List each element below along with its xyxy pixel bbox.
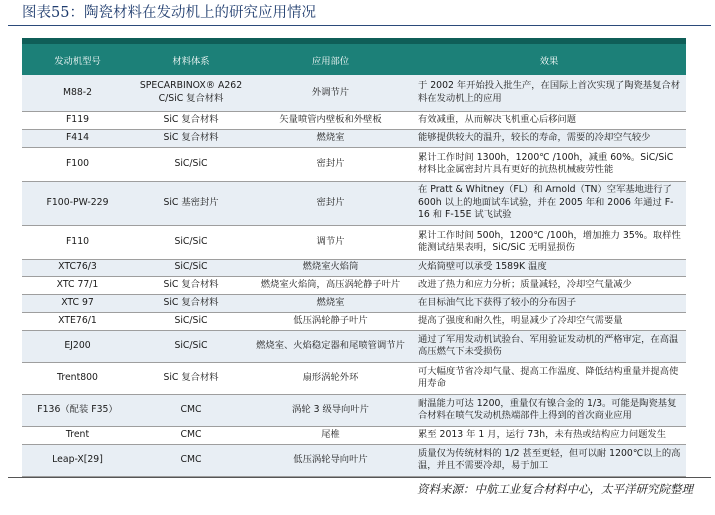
- cell-material: SiC 复合材料: [133, 276, 249, 294]
- cell-effect: 质量仅为传统材料的 1/2 甚至更轻，但可以耐 1200℃以上的高温，并且不需要冷却，易于加工: [412, 444, 686, 476]
- cell-effect: 改进了热力和应力分析；质量减轻，冷却空气量减少: [412, 276, 686, 294]
- cell-part: 扇形涡轮外环: [249, 362, 412, 394]
- cell-effect: 耐温能力可达 1200，重量仅有镍合金的 1/3。可能是陶瓷基复合材料在喷气发动机热端部件上得到的首次商业应用: [412, 394, 686, 426]
- cell-effect: 提高了强度和耐久性，明显减少了冷却空气需要量: [412, 312, 686, 330]
- footer-divider: [8, 477, 711, 478]
- caption-divider: [8, 25, 711, 26]
- cell-effect: 火焰筒壁可以承受 1589K 温度: [412, 259, 686, 276]
- table-row: [22, 129, 686, 147]
- source-note: 资料来源：中航工业复合材料中心，太平洋研究院整理: [417, 482, 693, 496]
- table-row: [22, 394, 686, 426]
- cell-part: 涡轮 3 级导向叶片: [249, 394, 412, 426]
- table-row: [22, 362, 686, 394]
- cell-part: 尾椎: [249, 426, 412, 444]
- cell-material: SPECARBINOX® A262 C/SiC 复合材料: [133, 75, 249, 111]
- cell-part: 矢量喷管内壁板和外壁板: [249, 111, 412, 129]
- cell-material: SiC/SiC: [133, 147, 249, 181]
- cell-engine: Leap-X[29]: [22, 444, 133, 476]
- cell-material: CMC: [133, 394, 249, 426]
- cell-part: 密封片: [249, 181, 412, 225]
- cell-part: 调节片: [249, 225, 412, 259]
- application-table-container: [22, 38, 686, 474]
- table-row: [22, 75, 686, 111]
- cell-engine: XTC76/3: [22, 259, 133, 276]
- cell-engine: F100: [22, 147, 133, 181]
- cell-engine: F110: [22, 225, 133, 259]
- cell-material: SiC/SiC: [133, 330, 249, 362]
- cell-effect: 在目标油气比下获得了较小的分布因子: [412, 294, 686, 312]
- header-material: 材料体系: [133, 41, 249, 75]
- header-part: 应用部位: [249, 41, 412, 75]
- cell-part: 燃烧室: [249, 129, 412, 147]
- cell-effect: 可大幅度节省冷却气量、提高工作温度、降低结构重量并提高使用寿命: [412, 362, 686, 394]
- cell-effect: 累计工作时间 500h，1200℃ /100h，增加推力 35%。取样性能测试结果表明，SiC/SiC 无明显损伤: [412, 225, 686, 259]
- cell-part: 燃烧室火焰筒，高压涡轮静子叶片: [249, 276, 412, 294]
- cell-engine: EJ200: [22, 330, 133, 362]
- cell-material: SiC 基密封片: [133, 181, 249, 225]
- cell-part: 燃烧室: [249, 294, 412, 312]
- cell-effect: 于 2002 年开始投入批生产，在国际上首次实现了陶瓷基复合材料在发动机上的应用: [412, 75, 686, 111]
- cell-engine: M88-2: [22, 75, 133, 111]
- table-header-row: [22, 41, 686, 75]
- cell-part: 低压涡轮静子叶片: [249, 312, 412, 330]
- cell-effect: 累计工作时间 1300h，1200℃ /100h，减重 60%。SiC/SiC 材料比金属密封片具有更好的抗热机械疲劳性能: [412, 147, 686, 181]
- table-row: [22, 444, 686, 476]
- cell-material: CMC: [133, 426, 249, 444]
- application-table: [22, 38, 686, 477]
- table-row: [22, 259, 686, 276]
- table-row: [22, 312, 686, 330]
- header-effect: 效果: [412, 41, 686, 75]
- cell-material: SiC 复合材料: [133, 362, 249, 394]
- cell-engine: XTC 97: [22, 294, 133, 312]
- table-row: [22, 294, 686, 312]
- cell-material: SiC 复合材料: [133, 294, 249, 312]
- cell-engine: XTC 77/1: [22, 276, 133, 294]
- figure-caption: 图表55：陶瓷材料在发动机上的研究应用情况: [22, 5, 316, 21]
- cell-engine: F414: [22, 129, 133, 147]
- table-row: [22, 225, 686, 259]
- cell-engine: F136（配装 F35）: [22, 394, 133, 426]
- cell-material: SiC/SiC: [133, 312, 249, 330]
- cell-engine: XTE76/1: [22, 312, 133, 330]
- cell-material: SiC/SiC: [133, 259, 249, 276]
- cell-material: CMC: [133, 444, 249, 476]
- cell-engine: F100-PW-229: [22, 181, 133, 225]
- table-row: [22, 426, 686, 444]
- cell-effect: 通过了军用发动机试验台、军用验证发动机的严格审定，在高温高压燃气下未受损伤: [412, 330, 686, 362]
- cell-effect: 能够提供较大的温升，较长的寿命，需要的冷却空气较少: [412, 129, 686, 147]
- table-row: [22, 147, 686, 181]
- cell-engine: Trent: [22, 426, 133, 444]
- cell-part: 外调节片: [249, 75, 412, 111]
- cell-material: SiC/SiC: [133, 225, 249, 259]
- cell-part: 燃烧室火焰筒: [249, 259, 412, 276]
- cell-effect: 在 Pratt & Whitney（FL）和 Arnold（TN）空军基地进行了 600h 以上的地面试车试验，并在 2005 年和 2006 年通过 F-16 和 F-15E 试飞试验: [412, 181, 686, 225]
- table-row: [22, 181, 686, 225]
- cell-engine: F119: [22, 111, 133, 129]
- cell-part: 低压涡轮导向叶片: [249, 444, 412, 476]
- header-engine: 发动机型号: [22, 41, 133, 75]
- table-row: [22, 111, 686, 129]
- cell-effect: 累至 2013 年 1 月，运行 73h，未有热或结构应力问题发生: [412, 426, 686, 444]
- cell-material: SiC 复合材料: [133, 129, 249, 147]
- cell-engine: Trent800: [22, 362, 133, 394]
- cell-part: 燃烧室、火焰稳定器和尾喷管调节片: [249, 330, 412, 362]
- cell-part: 密封片: [249, 147, 412, 181]
- cell-material: SiC 复合材料: [133, 111, 249, 129]
- table-row: [22, 276, 686, 294]
- table-row: [22, 330, 686, 362]
- cell-effect: 有效减重，从而解决飞机重心后移问题: [412, 111, 686, 129]
